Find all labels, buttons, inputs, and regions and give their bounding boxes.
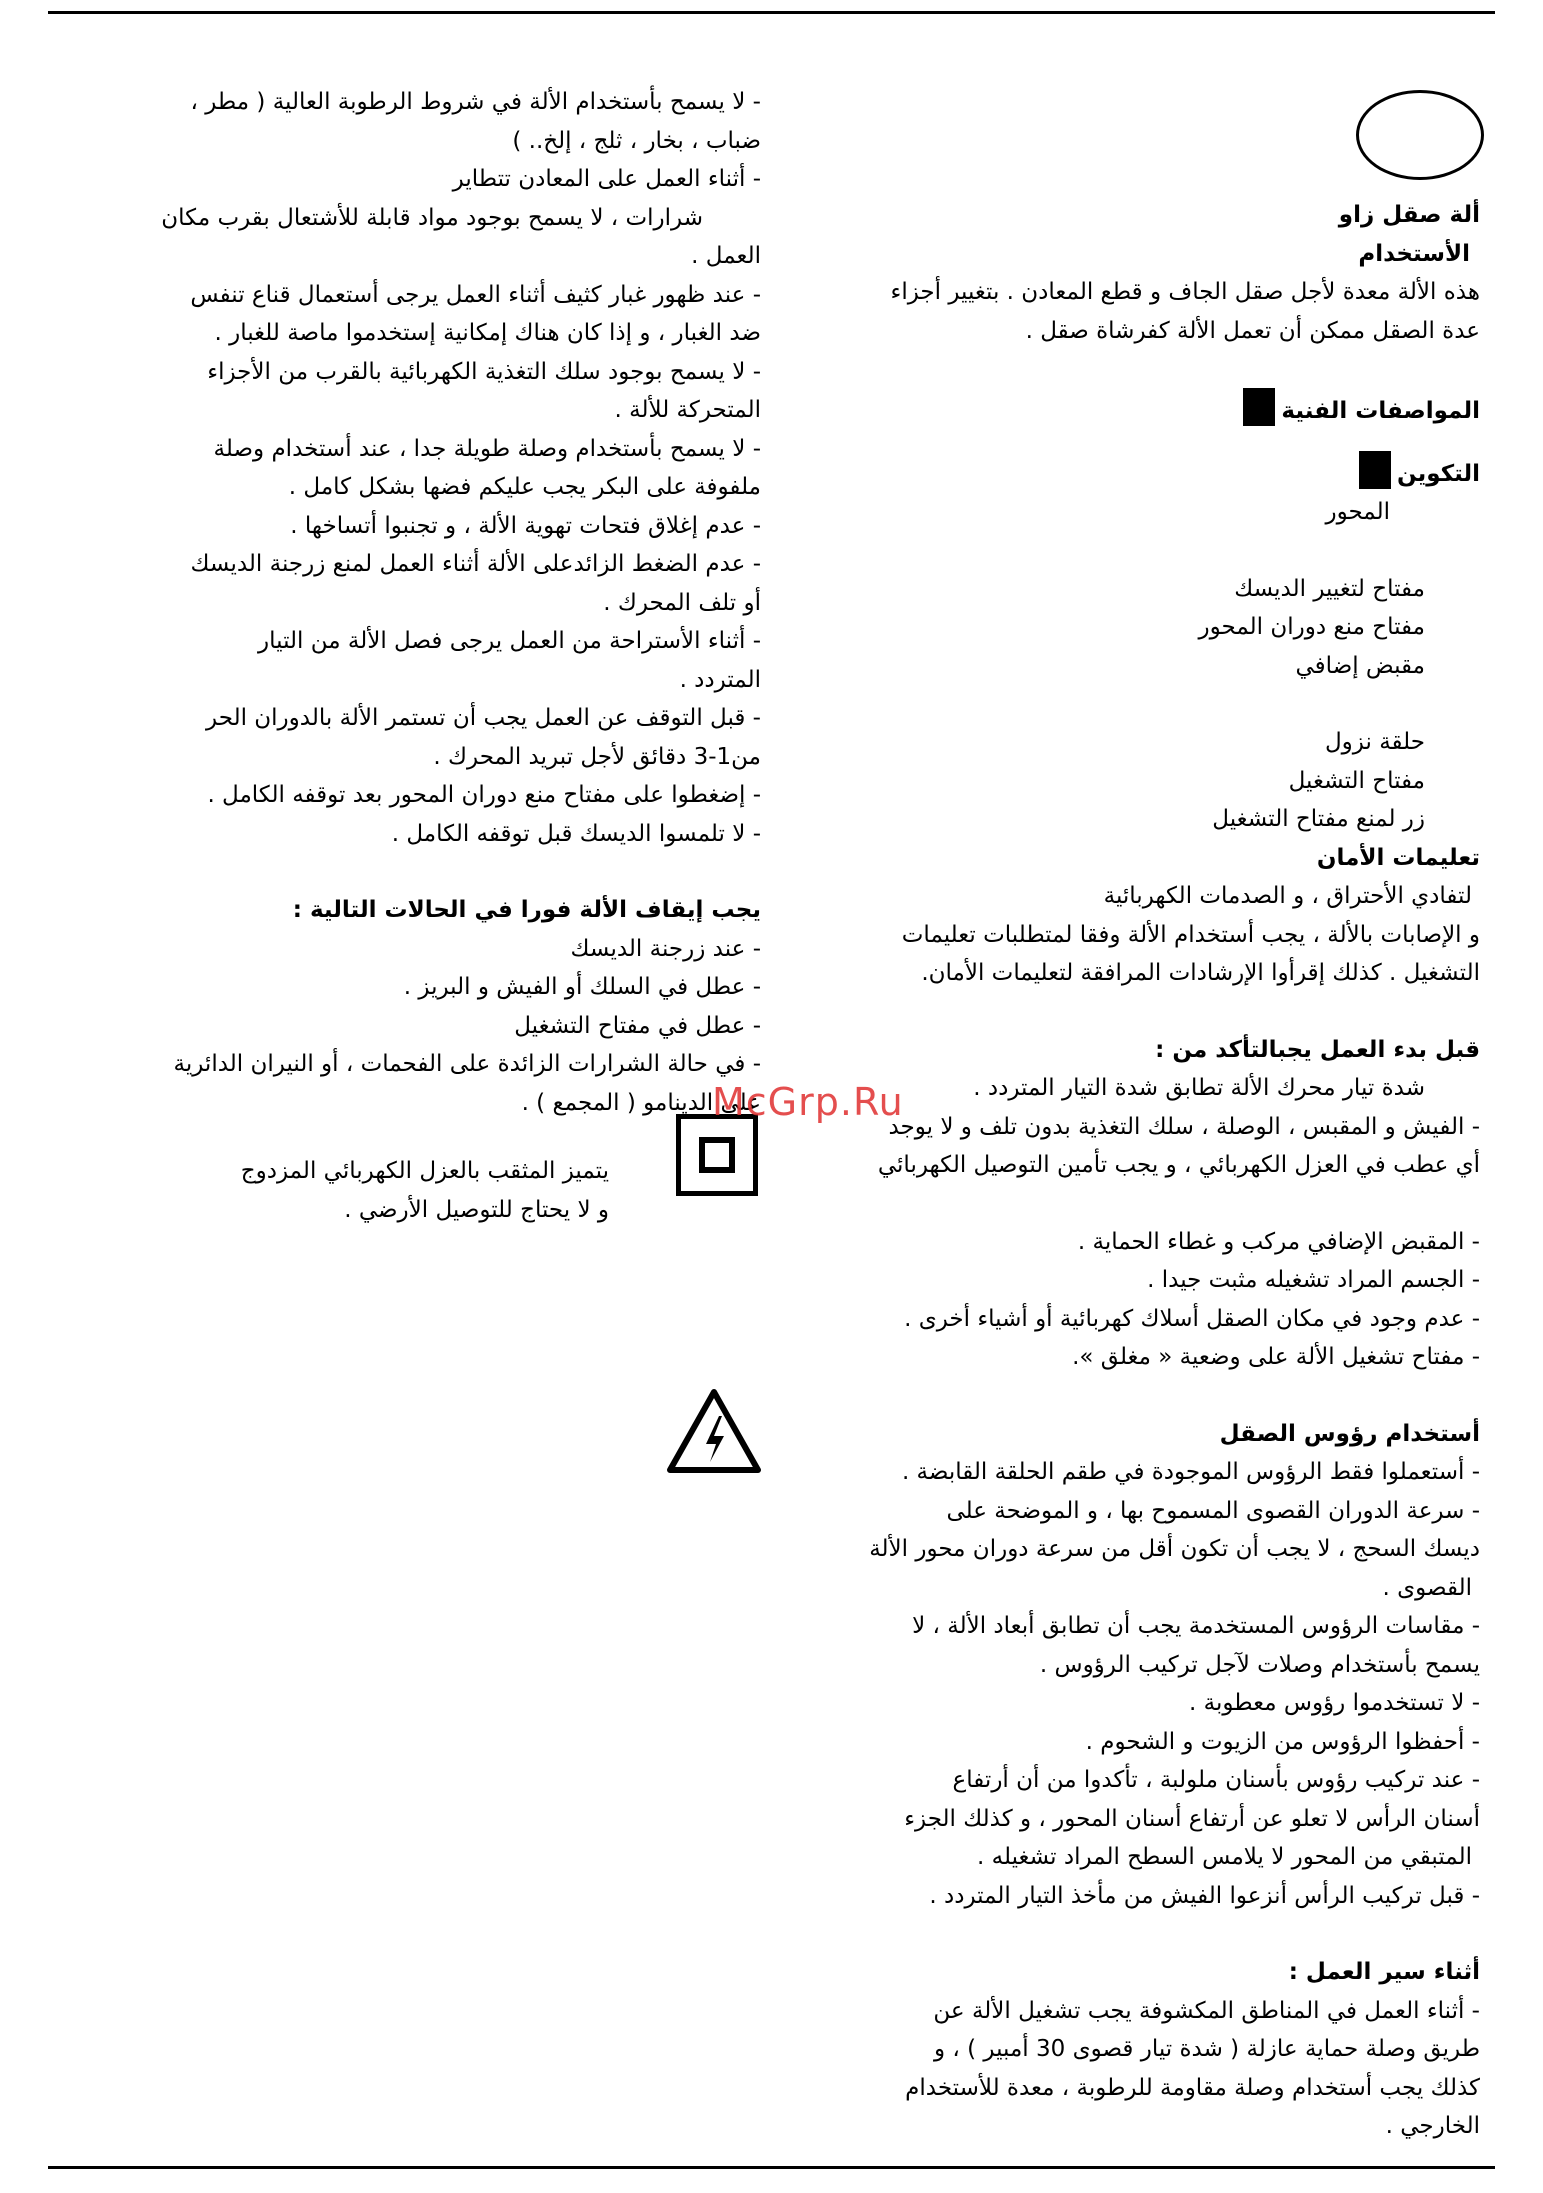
text-line [869, 916, 1480, 955]
section-heading [869, 1953, 1480, 1992]
line-text: - لا تلمسوا الديسك قبل توقفه الكامل . [391, 820, 761, 847]
text-line [161, 237, 761, 276]
spacer [869, 532, 1480, 570]
text-line [869, 723, 1480, 762]
text-line [161, 968, 761, 1007]
filled-square-marker [1243, 388, 1275, 426]
text-line [869, 1800, 1480, 1839]
text-line [869, 1146, 1480, 1185]
spacer [869, 685, 1480, 723]
text-line [161, 622, 761, 661]
watermark: McGrp.Ru [712, 1080, 904, 1124]
line-text: مفتاح منع دوران المحور [1198, 614, 1425, 640]
line-text: - إضغطوا على مفتاح منع دوران المحور بعد توقفه الكامل . [207, 782, 761, 808]
line-text: العمل . [691, 243, 761, 269]
bottom-rule [48, 2166, 1495, 2169]
text-line [869, 1877, 1480, 1916]
line-text: زر لمنع مفتاح التشغيل [1212, 806, 1425, 832]
left-column [161, 83, 761, 1122]
text-line [869, 1108, 1480, 1147]
text-line [869, 2069, 1480, 2108]
text-line [161, 391, 761, 430]
double-insulation-note [241, 1152, 609, 1229]
text-line [869, 1338, 1480, 1377]
double-insulation-line-2: و لا يحتاج للتوصيل الأرضي . [344, 1196, 609, 1223]
spacer [869, 1185, 1480, 1223]
line-text: أثناء سير العمل : [1288, 1959, 1480, 1985]
text-line [869, 1569, 1480, 1608]
text-line [161, 507, 761, 546]
line-text: أو تلف المحرك . [603, 589, 761, 616]
section-heading [869, 1415, 1480, 1454]
text-line [869, 1761, 1480, 1800]
section-heading [869, 451, 1480, 494]
text-line [161, 661, 761, 700]
text-line [869, 800, 1480, 839]
text-line [869, 1723, 1480, 1762]
line-text: لتفادي الأحتراق ، و الصدمات الكهربائية [1103, 883, 1472, 909]
text-line [869, 1069, 1480, 1108]
line-text: ملفوفة على البكر يجب عليكم فضها بشكل كامل . [288, 474, 761, 500]
text-line [161, 314, 761, 353]
line-text: مفتاح لتغيير الديسك [1234, 575, 1425, 602]
spacer [869, 350, 1480, 388]
text-line [161, 83, 761, 122]
line-text: - لا يسمح بأستخدام الألة في شروط الرطوبة العالية ( مطر ، [190, 89, 761, 115]
section-heading [869, 1031, 1480, 1070]
section-heading [869, 839, 1480, 878]
text-line [161, 276, 761, 315]
line-text: - سرعة الدوران القصوى المسموح بها ، و الموضحة على [946, 1497, 1480, 1524]
line-text: - عطل في السلك أو الفيش و البريز . [403, 974, 761, 1000]
text-line [869, 493, 1480, 532]
double-insulation-icon [676, 1114, 758, 1196]
text-line [869, 1838, 1480, 1877]
line-text: - الفيش و المقبس ، الوصلة ، سلك التغذية بدون تلف و لا يوجد [888, 1113, 1480, 1140]
line-text: ألة صقل زاو [1338, 202, 1480, 228]
line-text: - عدم إغلاق فتحات تهوية الألة ، و تجنبوا أتساخها . [290, 512, 761, 539]
text-line [161, 353, 761, 392]
line-text: قبل بدء العمل يجبالتأكد من : [1155, 1036, 1480, 1063]
text-line [161, 468, 761, 507]
spacer [161, 853, 761, 891]
line-text: - عطل في مفتاح التشغيل [514, 1012, 761, 1039]
text-line [869, 1300, 1480, 1339]
line-text: شرارات ، لا يسمح بوجود مواد قابلة للأشتعال بقرب مكان [161, 204, 703, 231]
text-line [161, 738, 761, 777]
text-line [869, 762, 1480, 801]
section-heading [869, 235, 1480, 274]
spacer [869, 431, 1480, 451]
text-line [161, 776, 761, 815]
text-line [869, 1261, 1480, 1300]
line-text: - أثناء العمل على المعادن تتطاير [452, 166, 761, 192]
section-heading [869, 196, 1480, 235]
line-text: - قبل تركيب الرأس أنزعوا الفيش من مأخذ التيار المتردد . [929, 1882, 1480, 1909]
line-text: شدة تيار محرك الألة تطابق شدة التيار المتردد . [973, 1075, 1425, 1101]
text-line [869, 2030, 1480, 2069]
text-line [161, 1045, 761, 1084]
text-line [869, 1530, 1480, 1569]
line-text: - عند تركيب رؤوس بأسنان ملولبة ، تأكدوا من أن أرتفاع [952, 1767, 1480, 1793]
text-line [161, 199, 761, 238]
text-line [161, 1007, 761, 1046]
text-line [161, 1084, 761, 1123]
line-text: كذلك يجب أستخدام وصلة مقاومة للرطوبة ، معدة للأستخدام [905, 2074, 1480, 2101]
text-line [869, 1492, 1480, 1531]
top-rule [48, 11, 1495, 14]
line-text: المواصفات الفنية [1281, 398, 1480, 424]
text-line [161, 160, 761, 199]
line-text: - لا تستخدموا رؤوس معطوبة . [1189, 1690, 1480, 1716]
line-text: - في حالة الشرارات الزائدة على الفحمات ، أو النيران الدائرية [173, 1051, 761, 1077]
line-text: عدة الصقل ممكن أن تعمل الألة كفرشاة صقل . [1025, 317, 1480, 344]
line-text: أي عطب في العزل الكهربائي ، و يجب تأمين التوصيل الكهربائي [877, 1152, 1480, 1178]
line-text: - عند زرجنة الديسك [570, 935, 761, 962]
text-line [161, 545, 761, 584]
line-text: - قبل التوقف عن العمل يجب أن تستمر الألة بالدوران الحر [206, 705, 761, 731]
line-text: - مفتاح تشغيل الألة على وضعية « مغلق ». [1072, 1344, 1480, 1370]
line-text: - الجسم المراد تشغيله مثبت جيدا . [1147, 1267, 1480, 1293]
line-text: - أستعملوا فقط الرؤوس الموجودة في طقم الحلقة القابضة . [901, 1459, 1480, 1485]
text-line [869, 1684, 1480, 1723]
line-text: القصوى . [1382, 1574, 1472, 1601]
line-text: على الدينامو ( المجمع ) . [521, 1089, 761, 1116]
text-line [869, 647, 1480, 686]
text-line [869, 2107, 1480, 2146]
text-line [869, 312, 1480, 351]
text-line [869, 608, 1480, 647]
electric-hazard-icon [666, 1386, 762, 1476]
line-text: حلقة نزول [1324, 729, 1425, 755]
text-line [161, 584, 761, 623]
spacer [869, 993, 1480, 1031]
text-line [161, 430, 761, 469]
line-text: ضباب ، بخار ، ثلج ، إلخ.. ) [512, 127, 761, 154]
text-line [869, 273, 1480, 312]
text-line [161, 930, 761, 969]
line-text: هذه الألة معدة لأجل صقل الجاف و قطع المعادن . بتغيير أجزاء [890, 279, 1480, 305]
section-heading [161, 891, 761, 930]
line-text: ديسك السحج ، لا يجب أن تكون أقل من سرعة دوران محور الألة [869, 1536, 1480, 1562]
filled-square-marker [1359, 451, 1391, 489]
line-text: تعليمات الأمان [1316, 844, 1480, 871]
line-text: و الإصابات بالألة ، يجب أستخدام الألة وفقا لمتطلبات تعليمات [901, 921, 1480, 948]
line-text: - أثناء الأستراحة من العمل يرجى فصل الألة من التيار [258, 628, 761, 654]
text-line [869, 1223, 1480, 1262]
line-text: ضد الغبار ، و إذا كان هناك إمكانية إستخدموا ماصة للغبار . [214, 320, 761, 346]
line-text: أستخدام رؤوس الصقل [1219, 1420, 1480, 1447]
text-line [869, 1992, 1480, 2031]
line-text: - أحفظوا الرؤوس من الزيوت و الشحوم . [1085, 1728, 1480, 1755]
section-heading [869, 388, 1480, 431]
line-text: - أثناء العمل في المناطق المكشوفة يجب تشغيل الألة عن [933, 1997, 1480, 2024]
line-text: يسمح بأستخدام وصلات لآجل تركيب الرؤوس . [1039, 1651, 1480, 1678]
line-text: المتحركة للألة . [614, 397, 761, 423]
line-text: مقبض إضافي [1295, 652, 1425, 679]
line-text: - لا يسمح بوجود سلك التغذية الكهربائية بالقرب من الأجزاء [207, 358, 761, 385]
text-line [869, 877, 1480, 916]
line-text: الخارجي . [1385, 2113, 1480, 2139]
line-text: الأستخدام [1358, 240, 1470, 267]
line-text: المحور [1325, 499, 1390, 525]
line-text: - مقاسات الرؤوس المستخدمة يجب أن تطابق أبعاد الألة ، لا [912, 1613, 1480, 1639]
text-line [869, 570, 1480, 609]
line-text: التشغيل . كذلك إقرأوا الإرشادات المرافقة لتعليمات الأمان. [921, 960, 1480, 986]
spacer [869, 1377, 1480, 1415]
line-text: من1-3 دقائق لأجل تبريد المحرك . [433, 743, 761, 770]
text-line [869, 1453, 1480, 1492]
line-text: - المقبض الإضافي مركب و غطاء الحماية . [1077, 1228, 1480, 1255]
text-line [869, 1607, 1480, 1646]
text-line [161, 122, 761, 161]
line-text: أسنان الرأس لا تعلو عن أرتفاع أسنان المحور ، و كذلك الجزء [904, 1805, 1480, 1832]
line-text: المتردد . [679, 666, 761, 693]
line-text: - عند ظهور غبار كثيف أثناء العمل يرجى أستعمال قناع تنفس [190, 281, 761, 308]
line-text: التكوين [1396, 460, 1480, 487]
text-line [869, 954, 1480, 993]
line-text: - عدم الضغط الزائدعلى الألة أثناء العمل لمنع زرجنة الديسك [190, 551, 761, 577]
line-text: - عدم وجود في مكان الصقل أسلاك كهربائية أو أشياء أخرى . [904, 1305, 1480, 1332]
line-text: يجب إيقاف الألة فورا في الحالات التالية : [292, 897, 761, 923]
right-column [869, 196, 1480, 2146]
line-text: المتبقي من المحور لا يلامس السطح المراد تشغيله . [977, 1844, 1472, 1870]
text-line [869, 1646, 1480, 1685]
line-text: - لا يسمح بأستخدام وصلة طويلة جدا ، عند أستخدام وصلة [213, 435, 761, 462]
line-text: مفتاح التشغيل [1288, 767, 1425, 794]
text-line [161, 699, 761, 738]
double-insulation-line-1: يتميز المثقب بالعزل الكهربائي المزدوج [240, 1158, 609, 1184]
text-line [161, 815, 761, 854]
page-number-oval [1356, 90, 1484, 180]
spacer [869, 1915, 1480, 1953]
line-text: طريق وصلة حماية عازلة ( شدة تيار قصوى 30 أمبير ) ، و [933, 2036, 1480, 2062]
